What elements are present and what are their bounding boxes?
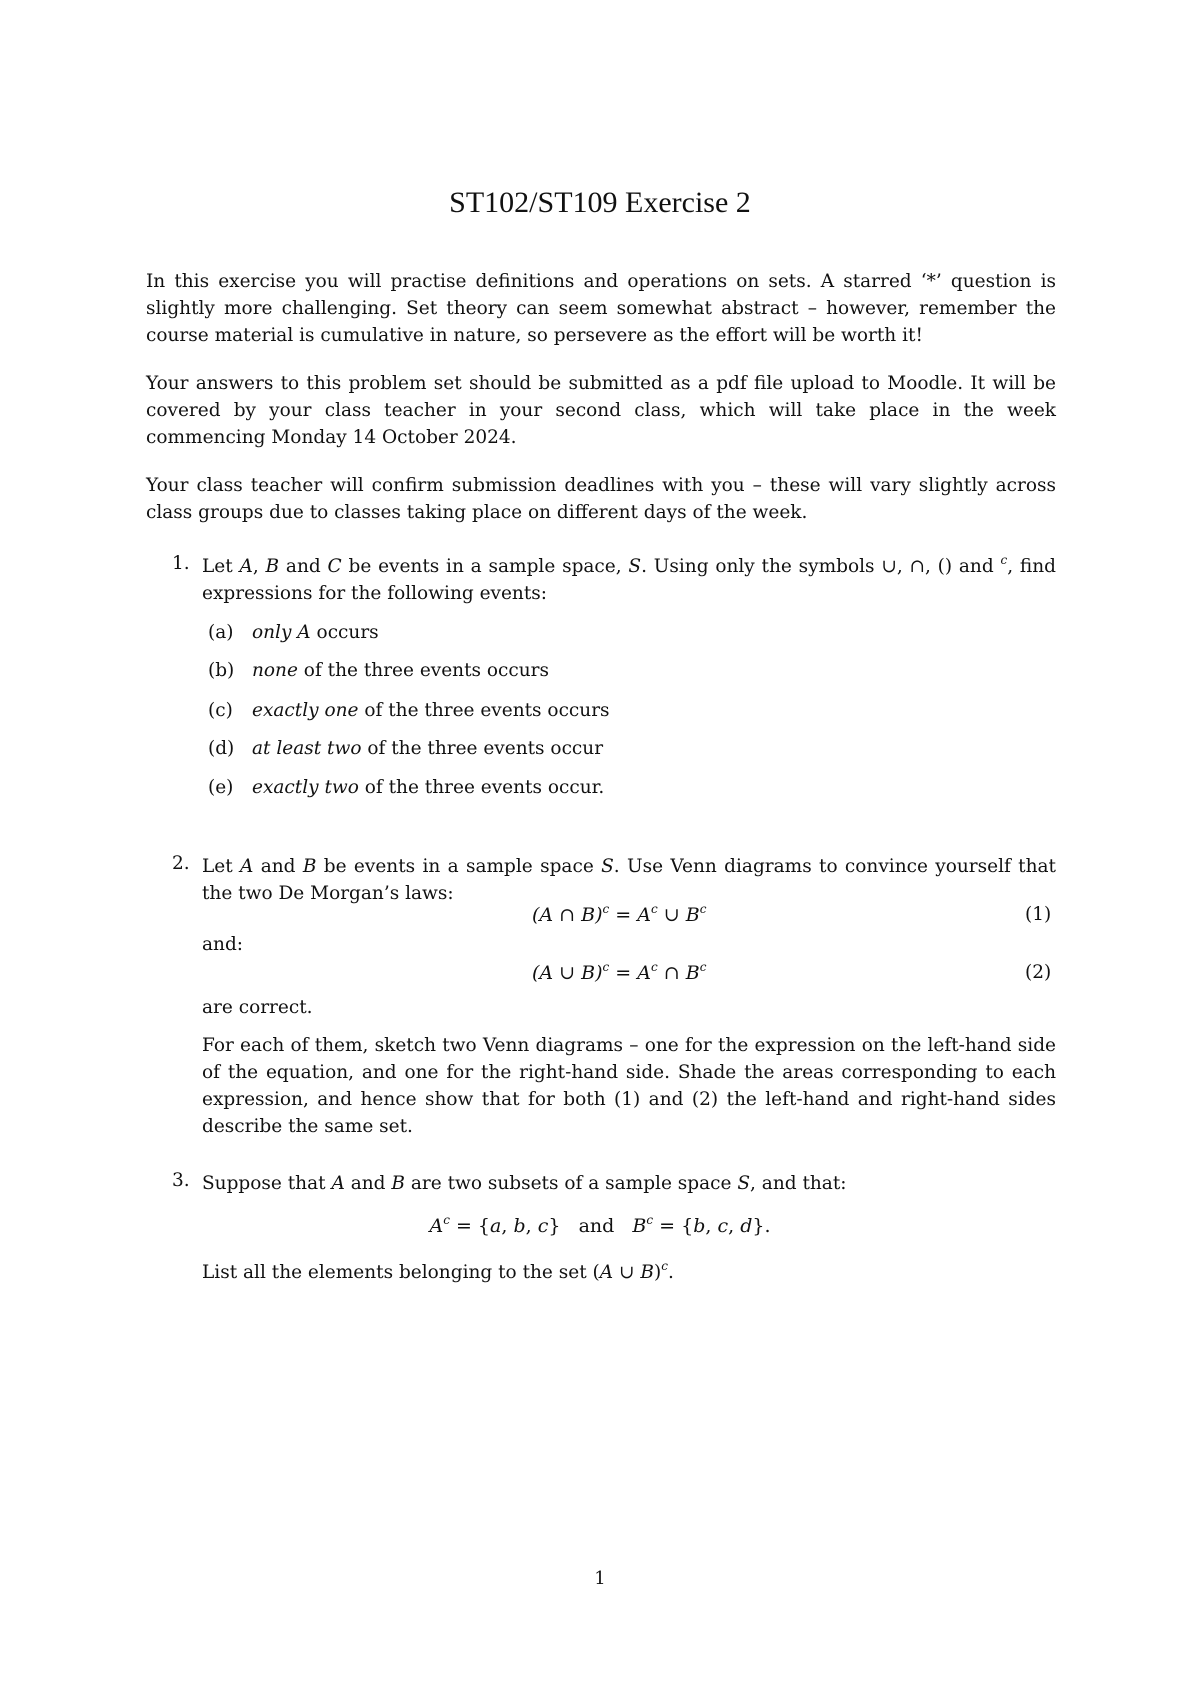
part-text: of the three events occurs [297, 660, 549, 681]
q1-part-e [208, 777, 604, 798]
part-label: (b) [208, 660, 235, 681]
part-emphasis: none [252, 660, 298, 681]
part-text: of the three events occurs [358, 700, 610, 721]
part-text: of the three events occur [361, 738, 604, 759]
q2-text [202, 853, 1056, 907]
q1-part-d [208, 738, 603, 759]
q3-text [202, 1170, 1056, 1197]
part-emphasis: only A [252, 622, 311, 643]
equation-2-number: (2) [1025, 962, 1052, 983]
part-label: (d) [208, 738, 235, 759]
q2-text-rendered: Let A and B be events in a sample space S. Use Venn diagrams to convince yourself that the two De Morgan’s laws: [202, 856, 1056, 904]
correct-label: are correct. [202, 997, 313, 1018]
equation-1: (A ∩ $B)^c = A^c$ ∪ $B^c$ [532, 902, 707, 926]
q2-number: 2. [172, 853, 190, 874]
intro-paragraph-3: Your class teacher will confirm submission deadlines with you – these will vary slightly across class groups due to classes taking place on different days of the week. [146, 475, 1056, 523]
q1-text-rendered: Let A, B and C be events in a sample space, S. Using only the symbols ∪, ∩, () and $^c$, find expressions for the following events: [202, 553, 1056, 604]
q1-number: 1. [172, 553, 190, 574]
q1-part-b [208, 660, 549, 681]
q3-list-instruction: List all the elements belonging to the set (A ∪ B)$^c$. [202, 1259, 674, 1283]
part-label: (e) [208, 777, 234, 798]
part-emphasis: exactly two [252, 777, 359, 798]
q1-part-a [208, 622, 379, 643]
q3-text-rendered: Suppose that A and B are two subsets of a sample space S, and that: [202, 1173, 847, 1194]
part-text: of the three events occur. [358, 777, 605, 798]
part-emphasis: exactly one [252, 700, 359, 721]
part-emphasis: at least two [252, 738, 362, 759]
q1-text [202, 553, 1056, 607]
part-label: (a) [208, 622, 234, 643]
and-label: and: [202, 934, 244, 955]
page-number: 1 [594, 1568, 606, 1589]
intro-paragraph-1: In this exercise you will practise definitions and operations on sets. A starred ‘*’ question is slightly more challenging. Set theory can seem somewhat abstract – however, remember the course material is cumulative in nature, so persevere as the effort will be worth it! [146, 271, 1056, 346]
q2-followup: For each of them, sketch two Venn diagrams – one for the expression on the left-hand side of the equation, and one for the right-hand side. Shade the areas corresponding to each expression, and hence show that for both (1) and (2) the left-hand and right-hand sides describe the same set. [202, 1035, 1056, 1137]
q1-part-c [208, 700, 610, 721]
q3-number: 3. [172, 1170, 190, 1191]
intro-paragraph-2: Your answers to this problem set should be submitted as a pdf file upload to Moodle. It will be covered by your class teacher in your second class, which will take place in the week commencing Monday 14 October 2024. [146, 373, 1056, 448]
set-definitions: $A^c = \{a$, b, c} and $B^c = \{b$, c, d}. [429, 1213, 771, 1237]
page-title: ST102/ST109 Exercise 2 [449, 186, 751, 219]
part-label: (c) [208, 700, 233, 721]
equation-2: (A ∪ $B)^c = A^c$ ∩ $B^c$ [532, 960, 707, 984]
equation-1-number: (1) [1025, 904, 1052, 925]
part-text: occurs [310, 622, 379, 643]
